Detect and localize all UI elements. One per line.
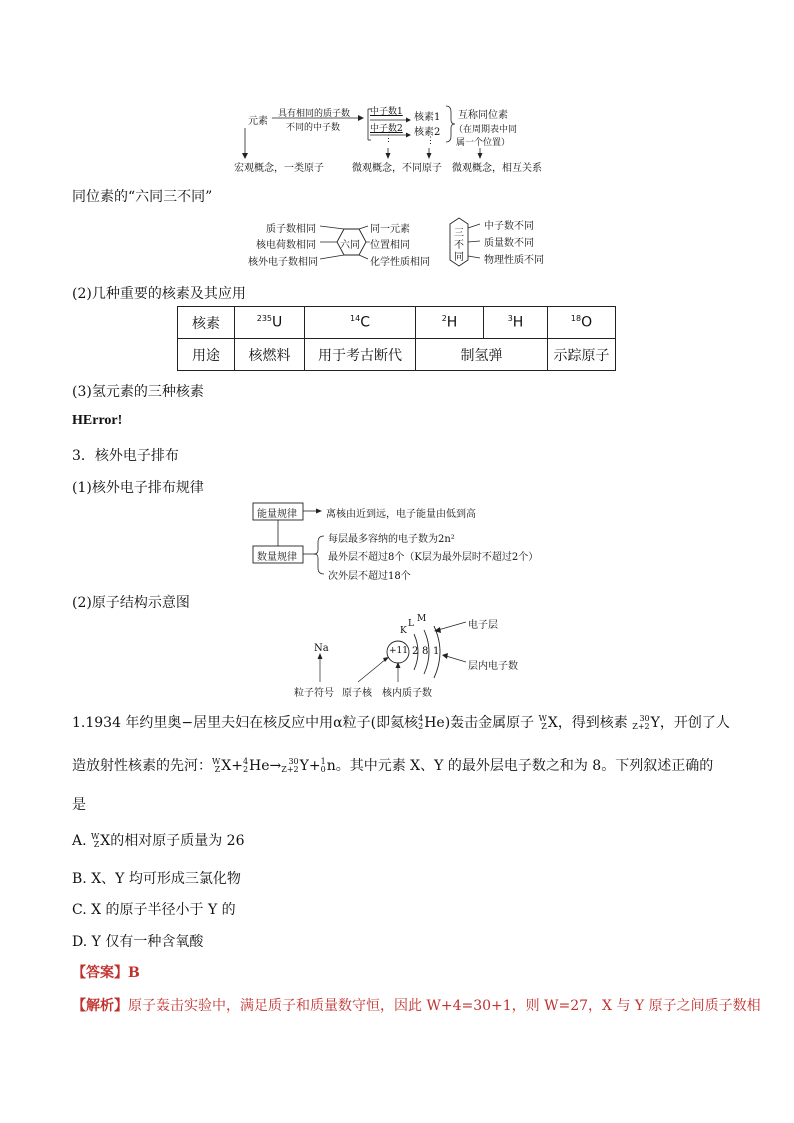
option-b: B. X、Y 均可形成三氯化物 — [72, 871, 241, 887]
table-row — [178, 339, 616, 371]
option-d: D. Y 仅有一种含氧酸 — [72, 934, 204, 950]
reaction-x-notation: W Z — [212, 757, 221, 774]
inner-electron-label: 层内电子数 — [468, 661, 518, 672]
electron-rules-heading: (1)核外电子排布规律 — [72, 480, 204, 496]
periodic-note-1: （在周期表中同 — [454, 125, 518, 135]
count-rule-box: 数量规律 — [257, 552, 297, 563]
same-chemical-property: 化学性质相同 — [370, 257, 430, 268]
shell-l-electrons: 8 — [422, 646, 429, 657]
shell-m-electrons: 1 — [433, 646, 440, 657]
diff-physical-property: 物理性质不同 — [484, 255, 544, 266]
nuclide-application-heading: (2)几种重要的核素及其应用 — [72, 286, 246, 302]
micro-concept: 微观概念，不同原子 — [352, 163, 442, 174]
diff-neutron-count: 中子数不同 — [484, 221, 534, 232]
nuclide-c14: $^{14}$C — [305, 307, 416, 339]
analysis — [72, 995, 761, 1015]
three-diff-char-3: 同 — [454, 252, 464, 263]
answer: 【答案】B — [72, 965, 140, 981]
count-rule-2: 最外层不超过8个（K层为最外层时不超过2个） — [328, 552, 539, 563]
reaction-y-notation: 30 Z+2 — [281, 757, 299, 774]
six-same-three-diff-diagram — [248, 214, 572, 270]
question-line-2: 造放射性核素的先河： W Z X+ 4 2 He→ 30 Z+2 Y+ 1 0 n。其中元素 X、Y 的最外层电子数之和为 8。下列叙述正确的 — [72, 757, 714, 774]
particle-symbol: Na — [314, 643, 329, 654]
proton-count-label: 核内质子数 — [382, 688, 432, 699]
question-line-1: 1.1934 年约里奥−居里夫妇在核反应中用α粒子(即氦核 4 2 He)轰击金属原子 W Z X，得到核素 30 Z+2 Y，开创了人 — [72, 714, 730, 731]
analysis-label: 【解析】 — [72, 998, 128, 1014]
mutual-isotope-label: 互称同位素 — [458, 110, 508, 121]
neutron-number-1: 中子数1 — [370, 107, 403, 117]
table-header-use: 用途 — [178, 339, 235, 371]
use-dating: 用于考古断代 — [305, 339, 416, 371]
diff-neutron-label: 不同的中子数 — [286, 123, 341, 133]
six-same-heading: 同位素的“六同三不同” — [72, 189, 213, 205]
six-same-center: 六同 — [340, 240, 360, 251]
shell-l-label: L — [408, 619, 414, 629]
dots-right: ⋮ — [426, 136, 435, 146]
same-nuclear-charge: 核电荷数相同 — [256, 240, 316, 251]
nuclide-o18: $^{18}$O — [548, 307, 616, 339]
same-position: 位置相同 — [370, 240, 410, 251]
nucleus-label: 原子核 — [342, 688, 372, 699]
nuclide-1: 核素1 — [414, 112, 441, 123]
diff-mass-number: 质量数不同 — [484, 238, 534, 249]
same-element: 同一元素 — [370, 224, 410, 235]
reaction-he-notation: 4 2 — [242, 757, 249, 774]
hydrogen-nuclides-heading: (3)氢元素的三种核素 — [72, 384, 204, 400]
element-nuclide-isotope-diagram — [234, 98, 560, 174]
energy-rule-box: 能量规律 — [257, 509, 297, 520]
x-isotope-notation: W Z — [538, 714, 547, 731]
question-line-3: 是 — [72, 797, 86, 813]
error-text: HError! — [72, 413, 123, 428]
three-diff-char-1: 三 — [454, 228, 464, 239]
use-nuclear-fuel: 核燃料 — [235, 339, 305, 371]
section-electron-config: 3．核外电子排布 — [72, 448, 179, 464]
option-a-x-notation: W Z — [91, 832, 100, 849]
atom-structure-diagram — [290, 612, 530, 704]
y-isotope-notation: 30 Z+2 — [632, 714, 650, 731]
option-c: C. X 的原子半径小于 Y 的 — [72, 902, 236, 918]
table-header-nuclide: 核素 — [178, 307, 235, 339]
table-row — [178, 307, 616, 339]
particle-symbol-label: 粒子符号 — [294, 688, 334, 699]
same-proton-count: 质子数相同 — [266, 224, 316, 235]
use-hydrogen-bomb: 制氢弹 — [416, 339, 548, 371]
macro-concept: 宏观概念，一类原子 — [234, 163, 324, 174]
same-proton-label: 具有相同的质子数 — [278, 109, 351, 119]
nuclide-2: 核素2 — [414, 127, 441, 138]
shell-k-electrons: 2 — [412, 646, 419, 657]
nuclide-h3: $^3$H — [484, 307, 548, 339]
nuclide-u235: $^{235}$U — [235, 307, 305, 339]
nucleus-charge: +11 — [389, 646, 408, 656]
atom-structure-heading: (2)原子结构示意图 — [72, 595, 190, 611]
neutron-number-2: 中子数2 — [370, 124, 403, 134]
count-rule-3: 次外层不超过18个 — [328, 571, 411, 582]
same-electron-count: 核外电子数相同 — [248, 257, 318, 268]
energy-rule-desc: 离核由近到远，电子能量由低到高 — [326, 509, 476, 520]
nuclide-table — [177, 306, 616, 371]
he-isotope-notation: 4 2 — [418, 714, 424, 731]
shell-label: 电子层 — [468, 620, 498, 631]
nuclide-h2: $^2$H — [416, 307, 484, 339]
three-diff-char-2: 不 — [454, 240, 464, 251]
dots-left: ⋮ — [384, 134, 393, 144]
element-label: 元素 — [248, 116, 268, 127]
analysis-text: 原子轰击实验中，满足质子和质量数守恒，因此 W+4=30+1，则 W=27，X 与 Y 原子之间质子数相 — [128, 998, 761, 1014]
shell-k-label: K — [400, 626, 407, 636]
electron-rules-diagram — [252, 500, 562, 584]
use-tracer: 示踪原子 — [548, 339, 616, 371]
relation-concept: 微观概念，相互关系 — [452, 163, 542, 174]
reaction-n-notation: 1 0 — [320, 757, 326, 774]
option-a: A. W Z X的相对原子质量为 26 — [72, 832, 245, 849]
shell-m-label: M — [417, 614, 427, 624]
count-rule-1: 每层最多容纳的电子数为2n² — [328, 534, 455, 545]
periodic-note-2: 属一个位置） — [456, 138, 511, 148]
